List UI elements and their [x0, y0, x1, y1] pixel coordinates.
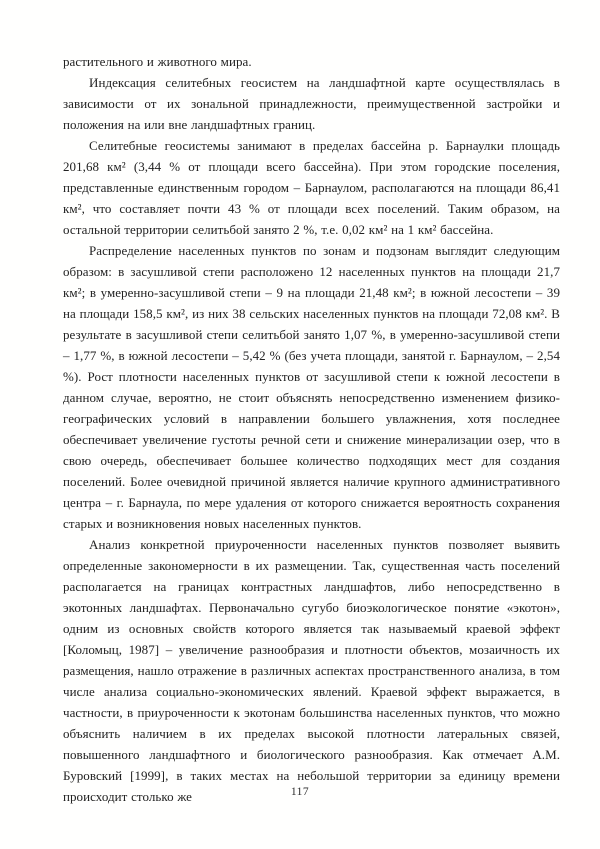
paragraph: Распределение населенных пунктов по зонам и подзонам выглядит следующим образом: в засушливой степи расположено 12 населенных пунктов на площади 21,7 км²; в умеренно-засушливой степи – 9 на площади 21,48 км²; в южной лесостепи – 39 на площади 158,5 км², из них 38 сельских населенных пунктов на площади 72,08 км². В результате в засушливой степи селитьбой занято 1,07 %, в умеренно-засушливой степи – 1,77 %, в южной лесостепи – 5,42 % (без учета площади, занятой г. Барнаулом, – 2,54 %). Рост плотности населенных пунктов от засушливой степи к южной лесостепи в данном случае, вероятно, не стоит объяснять непосредственно изменением физико-географических условий в направлении большего увлажнения, хотя последнее обеспечивает увеличение густоты речной сети и снижение минерализации озер, что в свою очередь, обеспечивает большее количество подходящих мест для создания поселений. Более очевидной причиной является наличие крупного административного центра – г. Барнаула, по мере удаления от которого снижается вероятность сохранения старых и возникновения новых населенных пунктов.	[63, 243, 560, 531]
paragraph: Анализ конкретной приуроченности населенных пунктов позволяет выявить определенные закономерности в их размещении. Так, существенная часть поселений располагается на границах контрастных ландшафтов, либо непосредственно в экотонных ландшафтах. Первоначально сугубо биоэкологическое понятие «экотон», одним из основных свойств которого является так называемый краевой эффект [Коломыц, 1987] – увеличение разнообразия и плотности объектов, мозаичность их размещения, нашло отражение в различных аспектах пространственного анализа, в том числе анализа социально-экономических явлений. Краевой эффект выражается, в частности, в приуроченности к экотонам большинства населенных пунктов, что можно объяснить наличием в их пределах высокой плотности латеральных связей, повышенного ландшафтного и биологического разнообразия. Как отмечает А.М. Буровский [1999], в таких местах на небольшой территории за единицу времени происходит столько же	[63, 537, 560, 804]
paragraph-continuation: растительного и животного мира.	[63, 54, 252, 69]
page-number: 117	[290, 786, 310, 798]
paragraph: Селитебные геосистемы занимают в пределах бассейна р. Барнаулки площадь 201,68 км² (3,44 % от площади всего бассейна). При этом городские поселения, представленные единственным городом – Барнаулом, располагаются на площади 86,41 км², что составляет почти 43 % от площади всех поселений. Таким образом, на остальной территории селитьбой занято 2 %, т.е. 0,02 км² на 1 км² бассейна.	[63, 138, 560, 237]
paragraph: Индексация селитебных геосистем на ландшафтной карте осуществлялась в зависимости от их зональной принадлежности, преимущественной застройки и положения на или вне ландшафтных границ.	[63, 75, 560, 132]
